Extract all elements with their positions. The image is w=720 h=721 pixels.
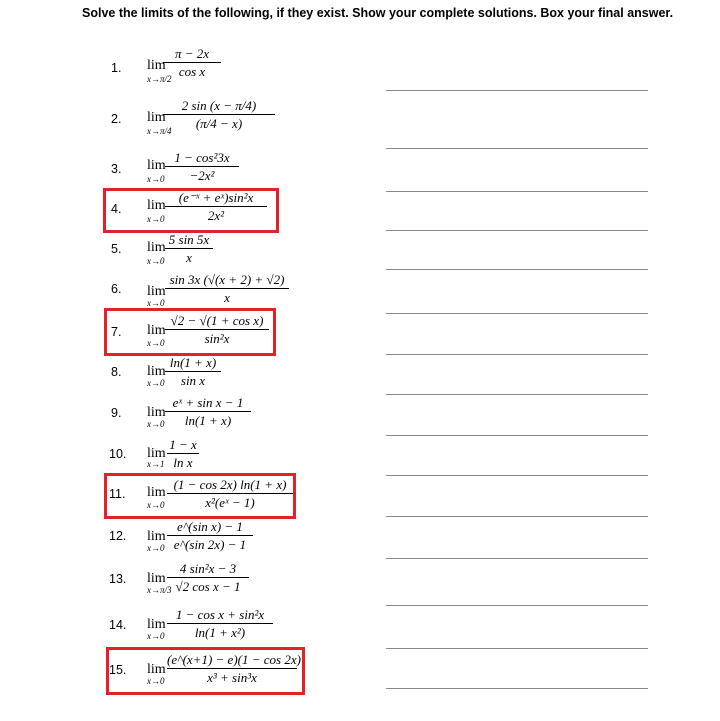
approach-label: x→π/2 (147, 74, 172, 84)
denominator: cos x (178, 64, 206, 79)
lim-label: lim (147, 662, 166, 677)
answer-line-13[interactable] (386, 605, 648, 606)
answer-line-5[interactable] (386, 269, 648, 270)
answer-line-7[interactable] (386, 354, 648, 355)
lim-label: lim (147, 485, 166, 500)
approach-label: x→0 (147, 543, 165, 553)
problem-number: 6. (111, 282, 122, 296)
approach-label: x→π/3 (147, 585, 172, 595)
problem-number: 14. (109, 618, 127, 632)
denominator: sin x (180, 373, 206, 388)
numerator: sin 3x (√(x + 2) + √2) (169, 272, 285, 287)
lim-label: lim (147, 446, 166, 461)
approach-label: x→0 (147, 378, 165, 388)
problem-number: 12. (109, 529, 127, 543)
approach-label: x→0 (147, 174, 165, 184)
lim-label: lim (147, 158, 166, 173)
lim-label: lim (147, 323, 166, 338)
numerator: eˣ + sin x − 1 (172, 395, 244, 410)
problem-number: 1. (111, 61, 122, 75)
approach-label: x→π/4 (147, 126, 172, 136)
answer-line-11[interactable] (386, 516, 648, 517)
numerator: 2 sin (x − π/4) (181, 98, 257, 113)
lim-label: lim (147, 240, 166, 255)
denominator: x²(eˣ − 1) (205, 495, 255, 510)
numerator: (1 − cos 2x) ln(1 + x) (173, 477, 287, 492)
lim-label: lim (147, 364, 166, 379)
numerator: 5 sin 5x (168, 232, 210, 247)
answer-line-1[interactable] (386, 90, 648, 91)
lim-label: lim (147, 405, 166, 420)
answer-line-2[interactable] (386, 148, 648, 149)
numerator: (e^(x+1) − e)(1 − cos 2x) (167, 652, 301, 667)
denominator: x (224, 290, 230, 305)
numerator: √2 − √(1 + cos x) (170, 313, 264, 328)
problem-number: 15. (109, 663, 127, 677)
denominator: x (186, 250, 192, 265)
approach-label: x→0 (147, 298, 165, 308)
denominator: 2x² (207, 208, 225, 223)
answer-line-8[interactable] (386, 394, 648, 395)
answer-line-9[interactable] (386, 435, 648, 436)
approach-label: x→0 (147, 676, 165, 686)
numerator: 1 − x (169, 437, 197, 452)
approach-label: x→1 (147, 459, 165, 469)
denominator: ln(1 + x²) (194, 625, 246, 640)
answer-line-10[interactable] (386, 475, 648, 476)
numerator: ln(1 + x) (169, 355, 217, 370)
lim-label: lim (147, 110, 166, 125)
lim-label: lim (147, 198, 166, 213)
approach-label: x→0 (147, 214, 165, 224)
lim-label: lim (147, 617, 166, 632)
problem-number: 13. (109, 572, 127, 586)
denominator: √2 cos x − 1 (175, 579, 241, 594)
problem-number: 10. (109, 447, 127, 461)
denominator: x³ + sin³x (207, 670, 257, 685)
problem-number: 8. (111, 365, 122, 379)
numerator: (e⁻ˣ + eˣ)sin²x (178, 190, 254, 205)
denominator: −2x² (189, 168, 215, 183)
answer-line-3[interactable] (386, 191, 648, 192)
numerator: e^(sin x) − 1 (177, 519, 243, 534)
numerator: 4 sin²x − 3 (179, 561, 237, 576)
problem-number: 3. (111, 162, 122, 176)
approach-label: x→0 (147, 500, 165, 510)
answer-line-12[interactable] (386, 558, 648, 559)
approach-label: x→0 (147, 419, 165, 429)
lim-label: lim (147, 58, 166, 73)
answer-line-6[interactable] (386, 313, 648, 314)
problem-number: 11. (109, 487, 126, 501)
lim-label: lim (147, 284, 166, 299)
denominator: (π/4 − x) (195, 116, 243, 131)
denominator: ln(1 + x) (184, 413, 232, 428)
answer-line-4[interactable] (386, 230, 648, 231)
problem-number: 2. (111, 112, 122, 126)
problem-number: 7. (111, 325, 122, 339)
problem-number: 5. (111, 242, 122, 256)
answer-line-14[interactable] (386, 648, 648, 649)
problem-number: 9. (111, 406, 122, 420)
approach-label: x→0 (147, 338, 165, 348)
denominator: sin²x (204, 331, 230, 346)
denominator: ln x (173, 455, 193, 470)
problem-number: 4. (111, 202, 122, 216)
approach-label: x→0 (147, 631, 165, 641)
numerator: 1 − cos x + sin²x (175, 607, 265, 622)
instructions-heading: Solve the limits of the following, if they exist. Show your complete solutions. Box your final answer. (82, 6, 674, 20)
denominator: e^(sin 2x) − 1 (173, 537, 247, 552)
lim-label: lim (147, 571, 166, 586)
answer-line-15[interactable] (386, 688, 648, 689)
numerator: 1 − cos²3x (174, 150, 230, 165)
numerator: π − 2x (174, 46, 210, 61)
lim-label: lim (147, 529, 166, 544)
approach-label: x→0 (147, 256, 165, 266)
